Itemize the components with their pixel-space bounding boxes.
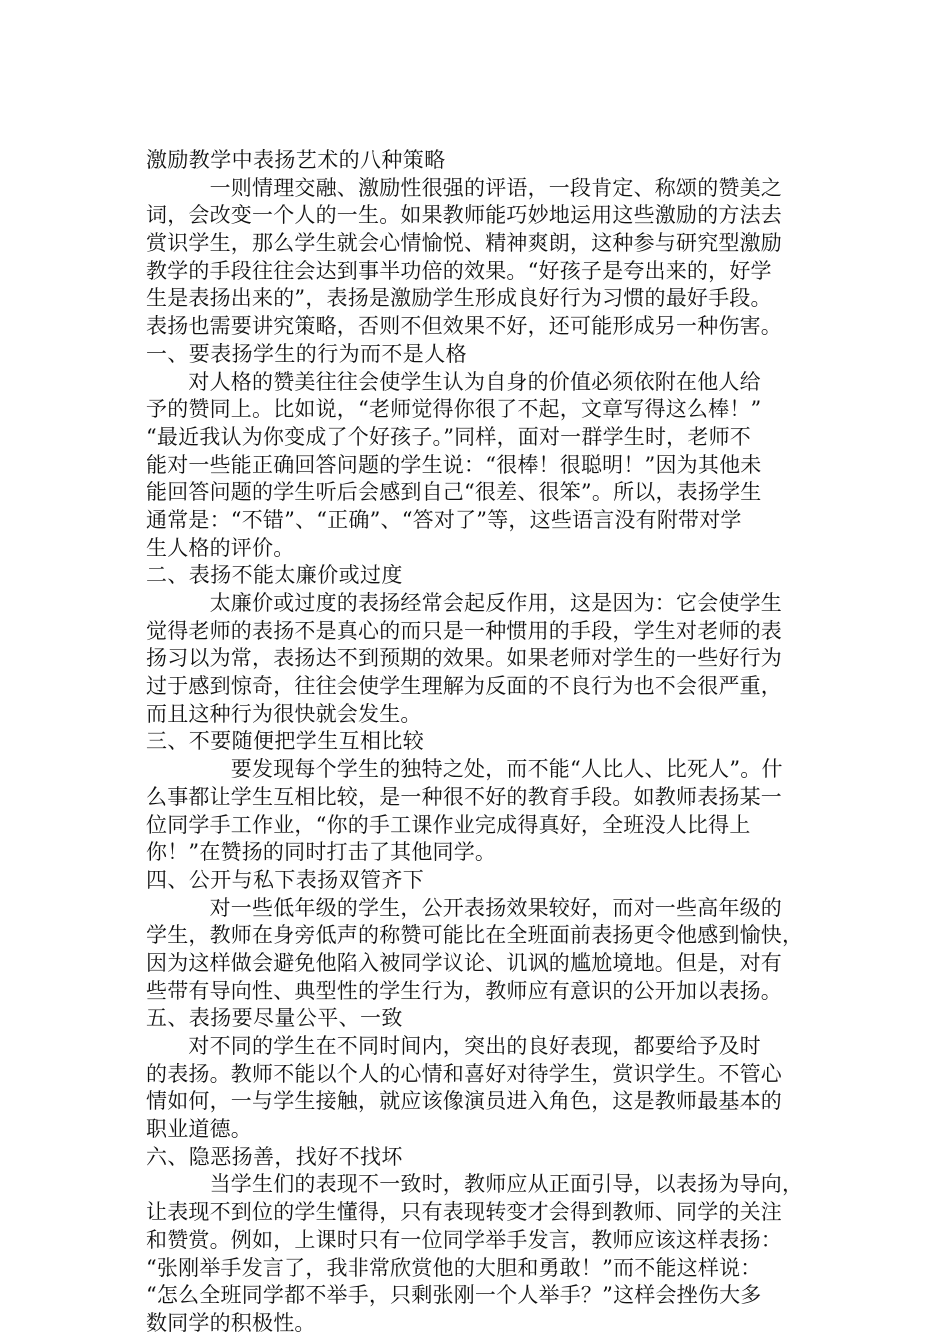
section-3-line: 要发现每个学生的独特之处，而不能“人比人、比死人”。什 — [146, 757, 783, 782]
section-5-line: 情如何，一与学生接触，就应该像演员进入角色，这是教师最基本的 — [146, 1089, 782, 1114]
section-5-line: 对不同的学生在不同时间内，突出的良好表现，都要给予及时 — [146, 1034, 761, 1058]
section-6-line: “张刚举手发言了，我非常欣赏他的大胆和勇敢！”而不能这样说： — [146, 1255, 762, 1280]
section-4-line: 因为这样做会避免他陷入被同学议论、讥讽的尴尬境地。但是，对有 — [146, 950, 782, 975]
section-heading-1: 一、要表扬学生的行为而不是人格 — [146, 341, 467, 366]
intro-line: 词，会改变一个人的一生。如果教师能巧妙地运用这些激励的方法去 — [146, 203, 782, 228]
intro-line: 表扬也需要讲究策略，否则不但效果不好，还可能形成另一种伤害。 — [146, 314, 782, 339]
section-heading-4: 四、公开与私下表扬双管齐下 — [146, 867, 425, 892]
section-1-line: 能回答问题的学生听后会感到自己“很差、很笨”。所以，表扬学生 — [146, 480, 762, 505]
section-1-line: “最近我认为你变成了个好孩子。”同样，面对一群学生时，老师不 — [146, 424, 751, 449]
document-title: 激励教学中表扬艺术的八种策略 — [146, 148, 446, 172]
section-4-line: 学生，教师在身旁低声的称赞可能比在全班面前表扬更令他感到愉快， — [146, 923, 804, 948]
section-1-line: 能对一些能正确回答问题的学生说：“很棒！很聪明！”因为其他未 — [146, 452, 762, 477]
section-6-line: 和赞赏。例如，上课时只有一位同学举手发言，教师应该这样表扬： — [146, 1227, 782, 1252]
intro-line: 赏识学生，那么学生就会心情愉悦、精神爽朗，这种参与研究型激励 — [146, 231, 782, 256]
section-2-line: 觉得老师的表扬不是真心的而只是一种惯用的手段，学生对老师的表 — [146, 618, 782, 643]
section-5-line: 的表扬。教师不能以个人的心情和喜好对待学生，赏识学生。不管心 — [146, 1061, 782, 1086]
document-body — [146, 147, 811, 1338]
section-3-line: 么事都让学生互相比较，是一种很不好的教育手段。如教师表扬某一 — [146, 784, 782, 809]
section-6-line: 数同学的积极性。 — [146, 1310, 316, 1335]
section-1-line: 生人格的评价。 — [146, 535, 295, 560]
section-2-line: 而且这种行为很快就会发生。 — [146, 701, 422, 726]
intro-line: 生是表扬出来的”，表扬是激励学生形成良好行为习惯的最好手段。 — [146, 286, 772, 311]
section-6-line: “怎么全班同学都不举手，只剩张刚一个人举手？”这样会挫伤大多 — [146, 1283, 762, 1308]
section-heading-3: 三、不要随便把学生互相比较 — [146, 729, 425, 754]
section-4-line: 些带有导向性、典型性的学生行为，教师应有意识的公开加以表扬。 — [146, 978, 782, 1003]
section-heading-5: 五、表扬要尽量公平、一致 — [146, 1006, 403, 1031]
intro-line: 教学的手段往往会达到事半功倍的效果。“好孩子是夸出来的，好学 — [146, 258, 772, 283]
section-2-line: 过于感到惊奇，往往会使学生理解为反面的不良行为也不会很严重， — [146, 674, 782, 699]
section-5-line: 职业道德。 — [146, 1117, 252, 1142]
section-1-line: 对人格的赞美往往会使学生认为自身的价值必须依附在他人给 — [146, 369, 761, 394]
section-1-line: 予的赞同上。比如说，“老师觉得你很了不起，文章写得这么棒！” — [146, 397, 762, 422]
section-4-line: 对一些低年级的学生，公开表扬效果较好，而对一些高年级的 — [146, 895, 782, 920]
section-2-line: 扬习以为常，表扬达不到预期的效果。如果老师对学生的一些好行为 — [146, 646, 782, 671]
section-3-line: 你！”在赞扬的同时打击了其他同学。 — [146, 840, 497, 865]
section-heading-6: 六、隐恶扬善，找好不找坏 — [146, 1144, 403, 1169]
section-2-line: 太廉价或过度的表扬经常会起反作用，这是因为：它会使学生 — [146, 591, 782, 615]
section-1-line: 通常是：“不错”、“正确”、“答对了”等，这些语言没有附带对学 — [146, 507, 742, 532]
section-3-line: 位同学手工作业，“你的手工课作业完成得真好，全班没人比得上 — [146, 812, 751, 837]
intro-line: 一则情理交融、激励性很强的评语，一段肯定、称颂的赞美之 — [146, 175, 782, 200]
section-6-line: 当学生们的表现不一致时，教师应从正面引导，以表扬为导向， — [146, 1172, 804, 1197]
section-heading-2: 二、表扬不能太廉价或过度 — [146, 563, 403, 588]
section-6-line: 让表现不到位的学生懂得，只有表现转变才会得到教师、同学的关注 — [146, 1200, 782, 1225]
